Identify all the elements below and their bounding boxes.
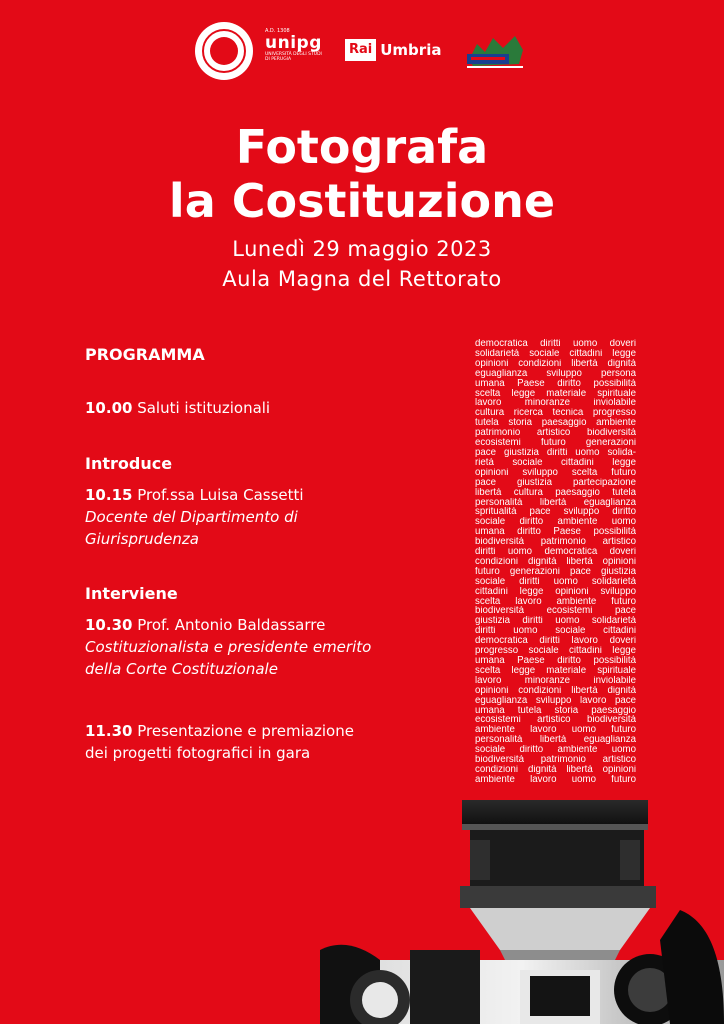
introduce-heading: Introduce bbox=[85, 454, 173, 473]
event-date: Lunedì 29 maggio 2023 bbox=[232, 237, 492, 261]
item-1015-role-2: Giurisprudenza bbox=[85, 530, 199, 548]
word-line: lavoro minoranze inviolabile bbox=[475, 675, 636, 686]
item-1015-role-1: Docente del Dipartimento di bbox=[85, 508, 298, 526]
word-line: pace giustizia partecipazione bbox=[475, 477, 636, 488]
word-line: pace giustizia diritti uomo solida- bbox=[475, 447, 636, 458]
rai-umbria-logo bbox=[345, 38, 441, 62]
word-line: personalità libertà eguaglianza bbox=[475, 735, 636, 746]
word-line: patrimonio artistico biodiversità bbox=[475, 428, 636, 439]
partner-logo bbox=[463, 30, 527, 74]
rai-text: Umbria bbox=[380, 41, 442, 59]
word-line: biodiversità ecosistemi pace bbox=[475, 606, 636, 617]
word-line: ecosistemi futuro generazioni bbox=[475, 438, 636, 448]
item-1030-role-1: Costituzionalista e presidente emerito bbox=[85, 638, 372, 656]
word-line: opinioni condizioni libertà dignità bbox=[475, 358, 636, 369]
word-line: cultura ricerca tecnica progresso bbox=[475, 408, 636, 419]
word-line: sociale diritto ambiente uomo bbox=[475, 517, 636, 528]
word-line: umana diritto Paese possibilità bbox=[475, 527, 636, 538]
title-line-2: la Costituzione bbox=[168, 174, 556, 228]
word-line: democratica diritti lavoro doveri bbox=[475, 636, 636, 647]
unipg-sub1: UNIVERSITÀ DEGLI STUDI bbox=[265, 52, 322, 57]
time-1015: 10.15 bbox=[85, 486, 133, 504]
time-1130: 11.30 bbox=[85, 722, 133, 740]
word-line: scelta legge materiale spirituale bbox=[475, 388, 636, 399]
word-line: eguaglianza sviluppo persona bbox=[475, 368, 636, 379]
item-1000-text: Saluti istituzionali bbox=[132, 399, 271, 417]
item-1130-text-2: dei progetti fotografici in gara bbox=[85, 744, 311, 762]
word-line: sociale diritto ambiente uomo bbox=[475, 745, 636, 756]
word-line: biodiversità patrimonio artistico bbox=[475, 537, 636, 548]
unipg-sub2: DI PERUGIA bbox=[265, 57, 292, 62]
word-line: democratica diritti uomo doveri bbox=[475, 339, 636, 349]
unipg-name: unipg bbox=[265, 33, 322, 53]
word-line: cittadini legge opinioni sviluppo bbox=[475, 586, 636, 597]
word-line: scelta legge materiale spirituale bbox=[475, 665, 636, 676]
time-1000: 10.00 bbox=[85, 399, 133, 417]
word-line: giustizia diritti uomo solidarietà bbox=[475, 616, 636, 627]
word-line: rietà sociale cittadini legge bbox=[475, 457, 636, 468]
word-line: condizioni dignità libertà opinioni bbox=[475, 556, 636, 567]
unipg-ad: A.D. 1308 bbox=[265, 28, 290, 34]
item-1030-text: Prof. Antonio Baldassarre bbox=[132, 616, 326, 634]
word-line: ambiente lavoro uomo futuro bbox=[475, 725, 636, 736]
page-title bbox=[0, 120, 724, 228]
item-1030-role-2: della Corte Costituzionale bbox=[85, 660, 278, 678]
word-line: opinioni sviluppo scelta futuro bbox=[475, 467, 636, 478]
word-line: progresso sociale cittadini legge bbox=[475, 646, 636, 656]
word-line: libertà cultura paesaggio tutela bbox=[475, 487, 636, 498]
word-line: eguaglianza sviluppo lavoro pace bbox=[475, 695, 636, 706]
word-line: umana tutela storia paesaggio bbox=[475, 705, 636, 716]
item-1130-text: Presentazione e premiazione bbox=[132, 722, 354, 740]
program-heading: PROGRAMMA bbox=[85, 345, 205, 364]
word-line: umana Paese diritto possibilità bbox=[475, 656, 636, 666]
word-line: spritualità pace sviluppo diritto bbox=[475, 507, 636, 518]
unipg-logo bbox=[265, 28, 335, 62]
program-item-1000 bbox=[85, 397, 415, 419]
logo-bar bbox=[195, 20, 535, 80]
interviene-heading: Interviene bbox=[85, 584, 178, 603]
program-item-1030 bbox=[85, 614, 415, 636]
item-1015-text: Prof.ssa Luisa Cassetti bbox=[132, 486, 304, 504]
word-line: diritti uomo sociale cittadini bbox=[475, 626, 636, 637]
word-line: umana Paese diritto possibilità bbox=[475, 378, 636, 389]
word-line: ambiente lavoro uomo futuro bbox=[475, 774, 636, 785]
program-item-1130 bbox=[85, 720, 415, 742]
program bbox=[85, 344, 415, 764]
time-1030: 10.30 bbox=[85, 616, 133, 634]
rai-box: Rai bbox=[345, 39, 376, 61]
event-location: Aula Magna del Rettorato bbox=[222, 267, 502, 291]
word-line: personalità libertà eguaglianza bbox=[475, 497, 636, 508]
university-seal-logo bbox=[195, 22, 253, 80]
word-line: diritti uomo democratica doveri bbox=[475, 547, 636, 557]
camera-image bbox=[320, 800, 724, 1024]
word-line: condizioni dignità libertà opinioni bbox=[475, 764, 636, 775]
word-line: tutela storia paesaggio ambiente bbox=[475, 418, 636, 429]
title-line-1: Fotografa bbox=[235, 120, 489, 174]
word-cloud-text bbox=[475, 339, 636, 785]
word-line: ecosistemi artistico biodiversità bbox=[475, 715, 636, 726]
word-line: futuro generazioni pace giustizia bbox=[475, 566, 636, 577]
word-line: lavoro minoranze inviolabile bbox=[475, 398, 636, 409]
word-line: sociale diritti uomo solidarietà bbox=[475, 576, 636, 587]
word-line: solidarietà sociale cittadini legge bbox=[475, 348, 636, 359]
event-details bbox=[0, 234, 724, 294]
word-line: biodiversità patrimonio artistico bbox=[475, 755, 636, 765]
word-line: scelta lavoro ambiente futuro bbox=[475, 596, 636, 607]
word-line: opinioni condizioni libertà dignità bbox=[475, 685, 636, 696]
program-item-1015 bbox=[85, 484, 415, 506]
